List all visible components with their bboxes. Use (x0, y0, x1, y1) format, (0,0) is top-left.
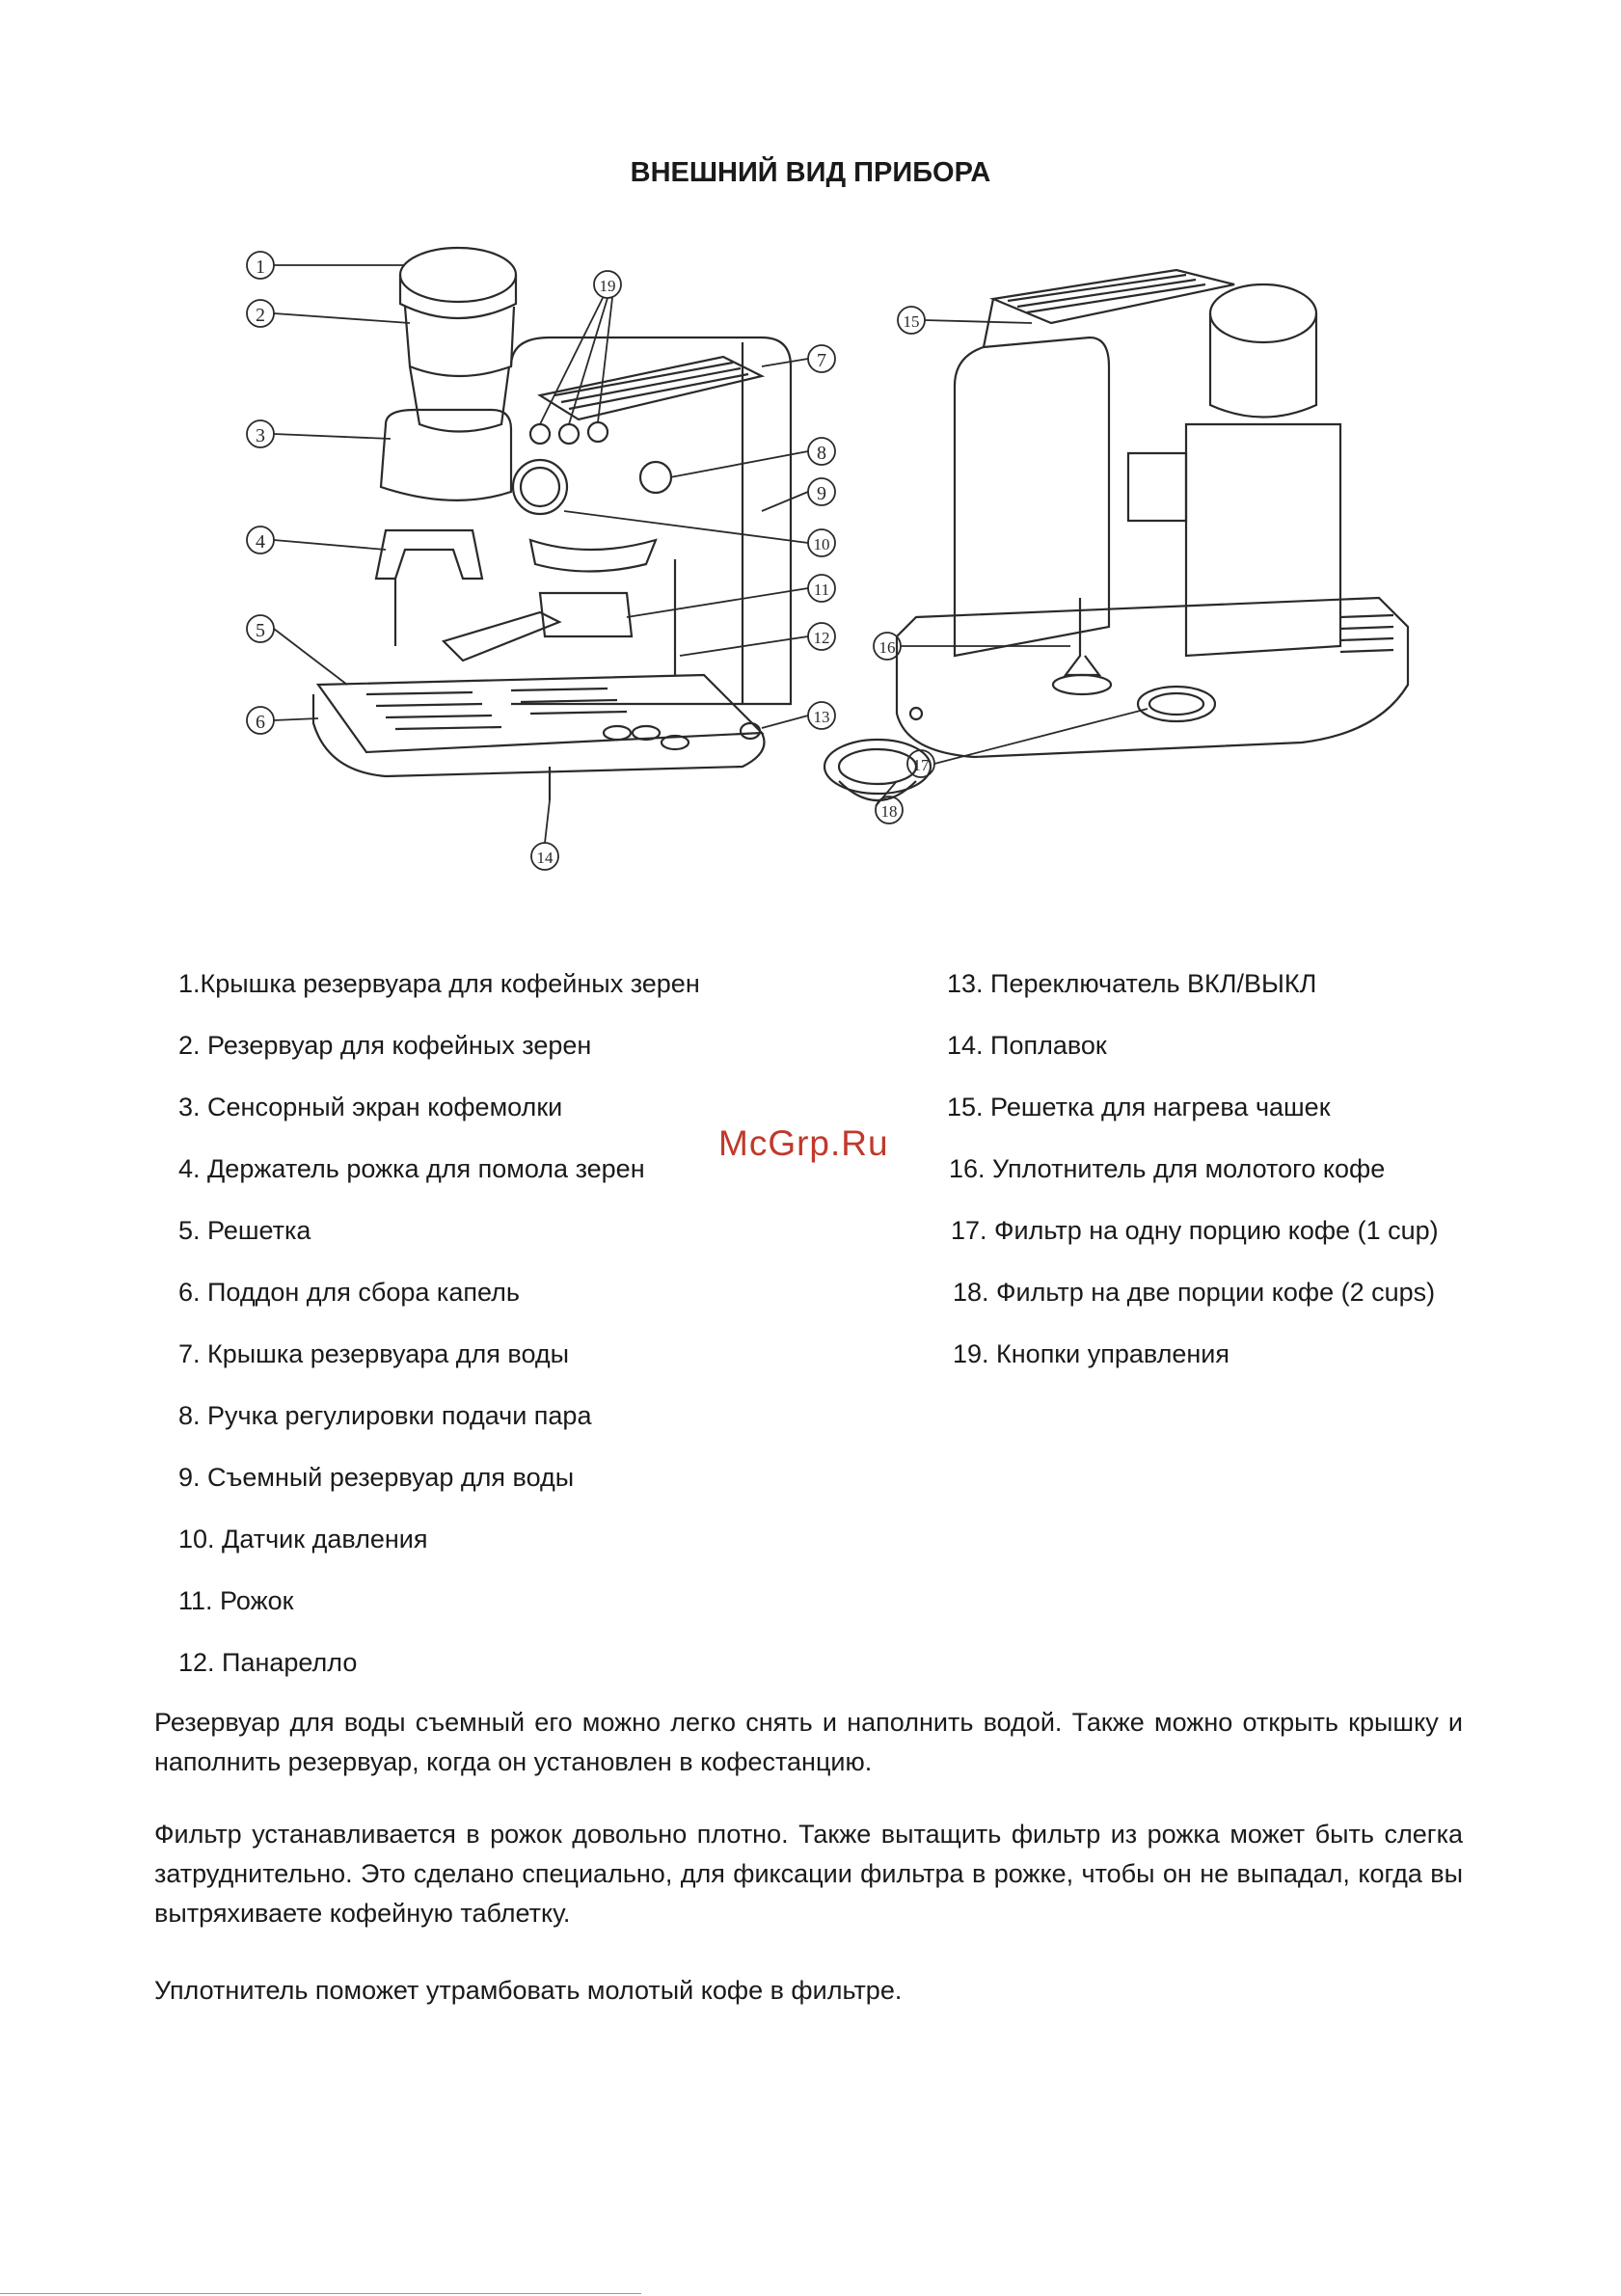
callout-8 (670, 438, 835, 477)
part-label: 10. Датчик давления (178, 1525, 428, 1553)
footer-divider (0, 2293, 641, 2294)
callout-17 (907, 709, 1148, 777)
svg-text:15: 15 (903, 312, 920, 331)
callout-9 (762, 478, 835, 511)
paragraph: Уплотнитель поможет утрамбовать молотый кофе в фильтре. (154, 1976, 903, 2005)
part-label: 11. Рожок (178, 1586, 294, 1615)
svg-text:14: 14 (536, 849, 554, 867)
svg-text:3: 3 (256, 425, 265, 446)
part-label: 14. Поплавок (947, 1031, 1107, 1060)
part-label: 5. Решетка (178, 1216, 311, 1245)
part-label: 16. Уплотнитель для молотого кофе (949, 1154, 1386, 1183)
callout-14 (531, 800, 558, 870)
appliance-diagram (222, 231, 1437, 887)
svg-text:12: 12 (813, 629, 830, 647)
part-label: 13. Переключатель ВКЛ/ВЫКЛ (947, 969, 1317, 998)
svg-text:13: 13 (813, 708, 830, 726)
svg-text:8: 8 (817, 443, 826, 464)
part-label: 4. Держатель рожка для помола зерен (178, 1154, 645, 1183)
part-label: 15. Решетка для нагрева чашек (947, 1093, 1331, 1121)
part-label: 19. Кнопки управления (953, 1339, 1229, 1368)
part-label: 12. Панарелло (178, 1648, 358, 1677)
svg-text:18: 18 (880, 802, 898, 821)
svg-text:10: 10 (813, 535, 830, 554)
svg-text:9: 9 (817, 483, 826, 504)
part-label: 17. Фильтр на одну порцию кофе (1 cup) (951, 1216, 1439, 1245)
watermark: McGrp.Ru (718, 1123, 889, 1163)
part-label: 9. Съемный резервуар для воды (178, 1463, 575, 1492)
paragraph: Резервуар для воды съемный его можно легко снять и наполнить водой. Также можно открыть крышку и наполнить резервуар, когда он установлен в кофестанцию. (154, 1708, 1463, 1776)
callout-15 (898, 307, 1032, 334)
front-view-machine (313, 248, 791, 800)
svg-text:2: 2 (256, 305, 265, 326)
part-label: 6. Поддон для сбора капель (178, 1278, 520, 1307)
svg-text:17: 17 (912, 756, 930, 774)
part-label: 2. Резервуар для кофейных зерен (178, 1031, 592, 1060)
part-label: 18. Фильтр на две порции кофе (2 cups) (953, 1278, 1436, 1307)
callout-12 (680, 623, 835, 656)
callout-7 (762, 345, 835, 372)
callout-16 (874, 633, 1070, 660)
svg-text:1: 1 (256, 257, 265, 278)
callout-5 (247, 615, 347, 685)
svg-text:11: 11 (813, 581, 830, 599)
callout-13 (762, 702, 835, 729)
callout-4 (247, 527, 386, 554)
callout-6 (247, 707, 318, 734)
page-title: ВНЕШНИЙ ВИД ПРИБОРА (630, 157, 991, 188)
callout-2 (247, 300, 410, 327)
part-label: 3. Сенсорный экран кофемолки (178, 1093, 563, 1121)
rear-view-machine (897, 270, 1408, 757)
svg-text:7: 7 (817, 350, 826, 371)
svg-text:19: 19 (599, 277, 616, 295)
callout-3 (247, 420, 391, 447)
part-label: 1.Крышка резервуара для кофейных зерен (178, 969, 700, 998)
part-label: 8. Ручка регулировки подачи пара (178, 1401, 592, 1430)
svg-text:4: 4 (256, 531, 265, 553)
callout-1 (247, 252, 405, 279)
callout-11 (627, 575, 835, 617)
svg-text:5: 5 (256, 620, 265, 641)
callout-18 (876, 781, 903, 824)
svg-text:16: 16 (878, 638, 896, 657)
part-label: 7. Крышка резервуара для воды (178, 1339, 570, 1368)
svg-text:6: 6 (256, 712, 265, 733)
paragraph: Фильтр устанавливается в рожок довольно плотно. Также вытащить фильтр из рожка может быть слегка затруднительно. Это сделано специально, для фиксации фильтра в рожке, чтобы он не выпадал, когда вы вытряхиваете кофейную таблетку. (154, 1820, 1463, 1928)
